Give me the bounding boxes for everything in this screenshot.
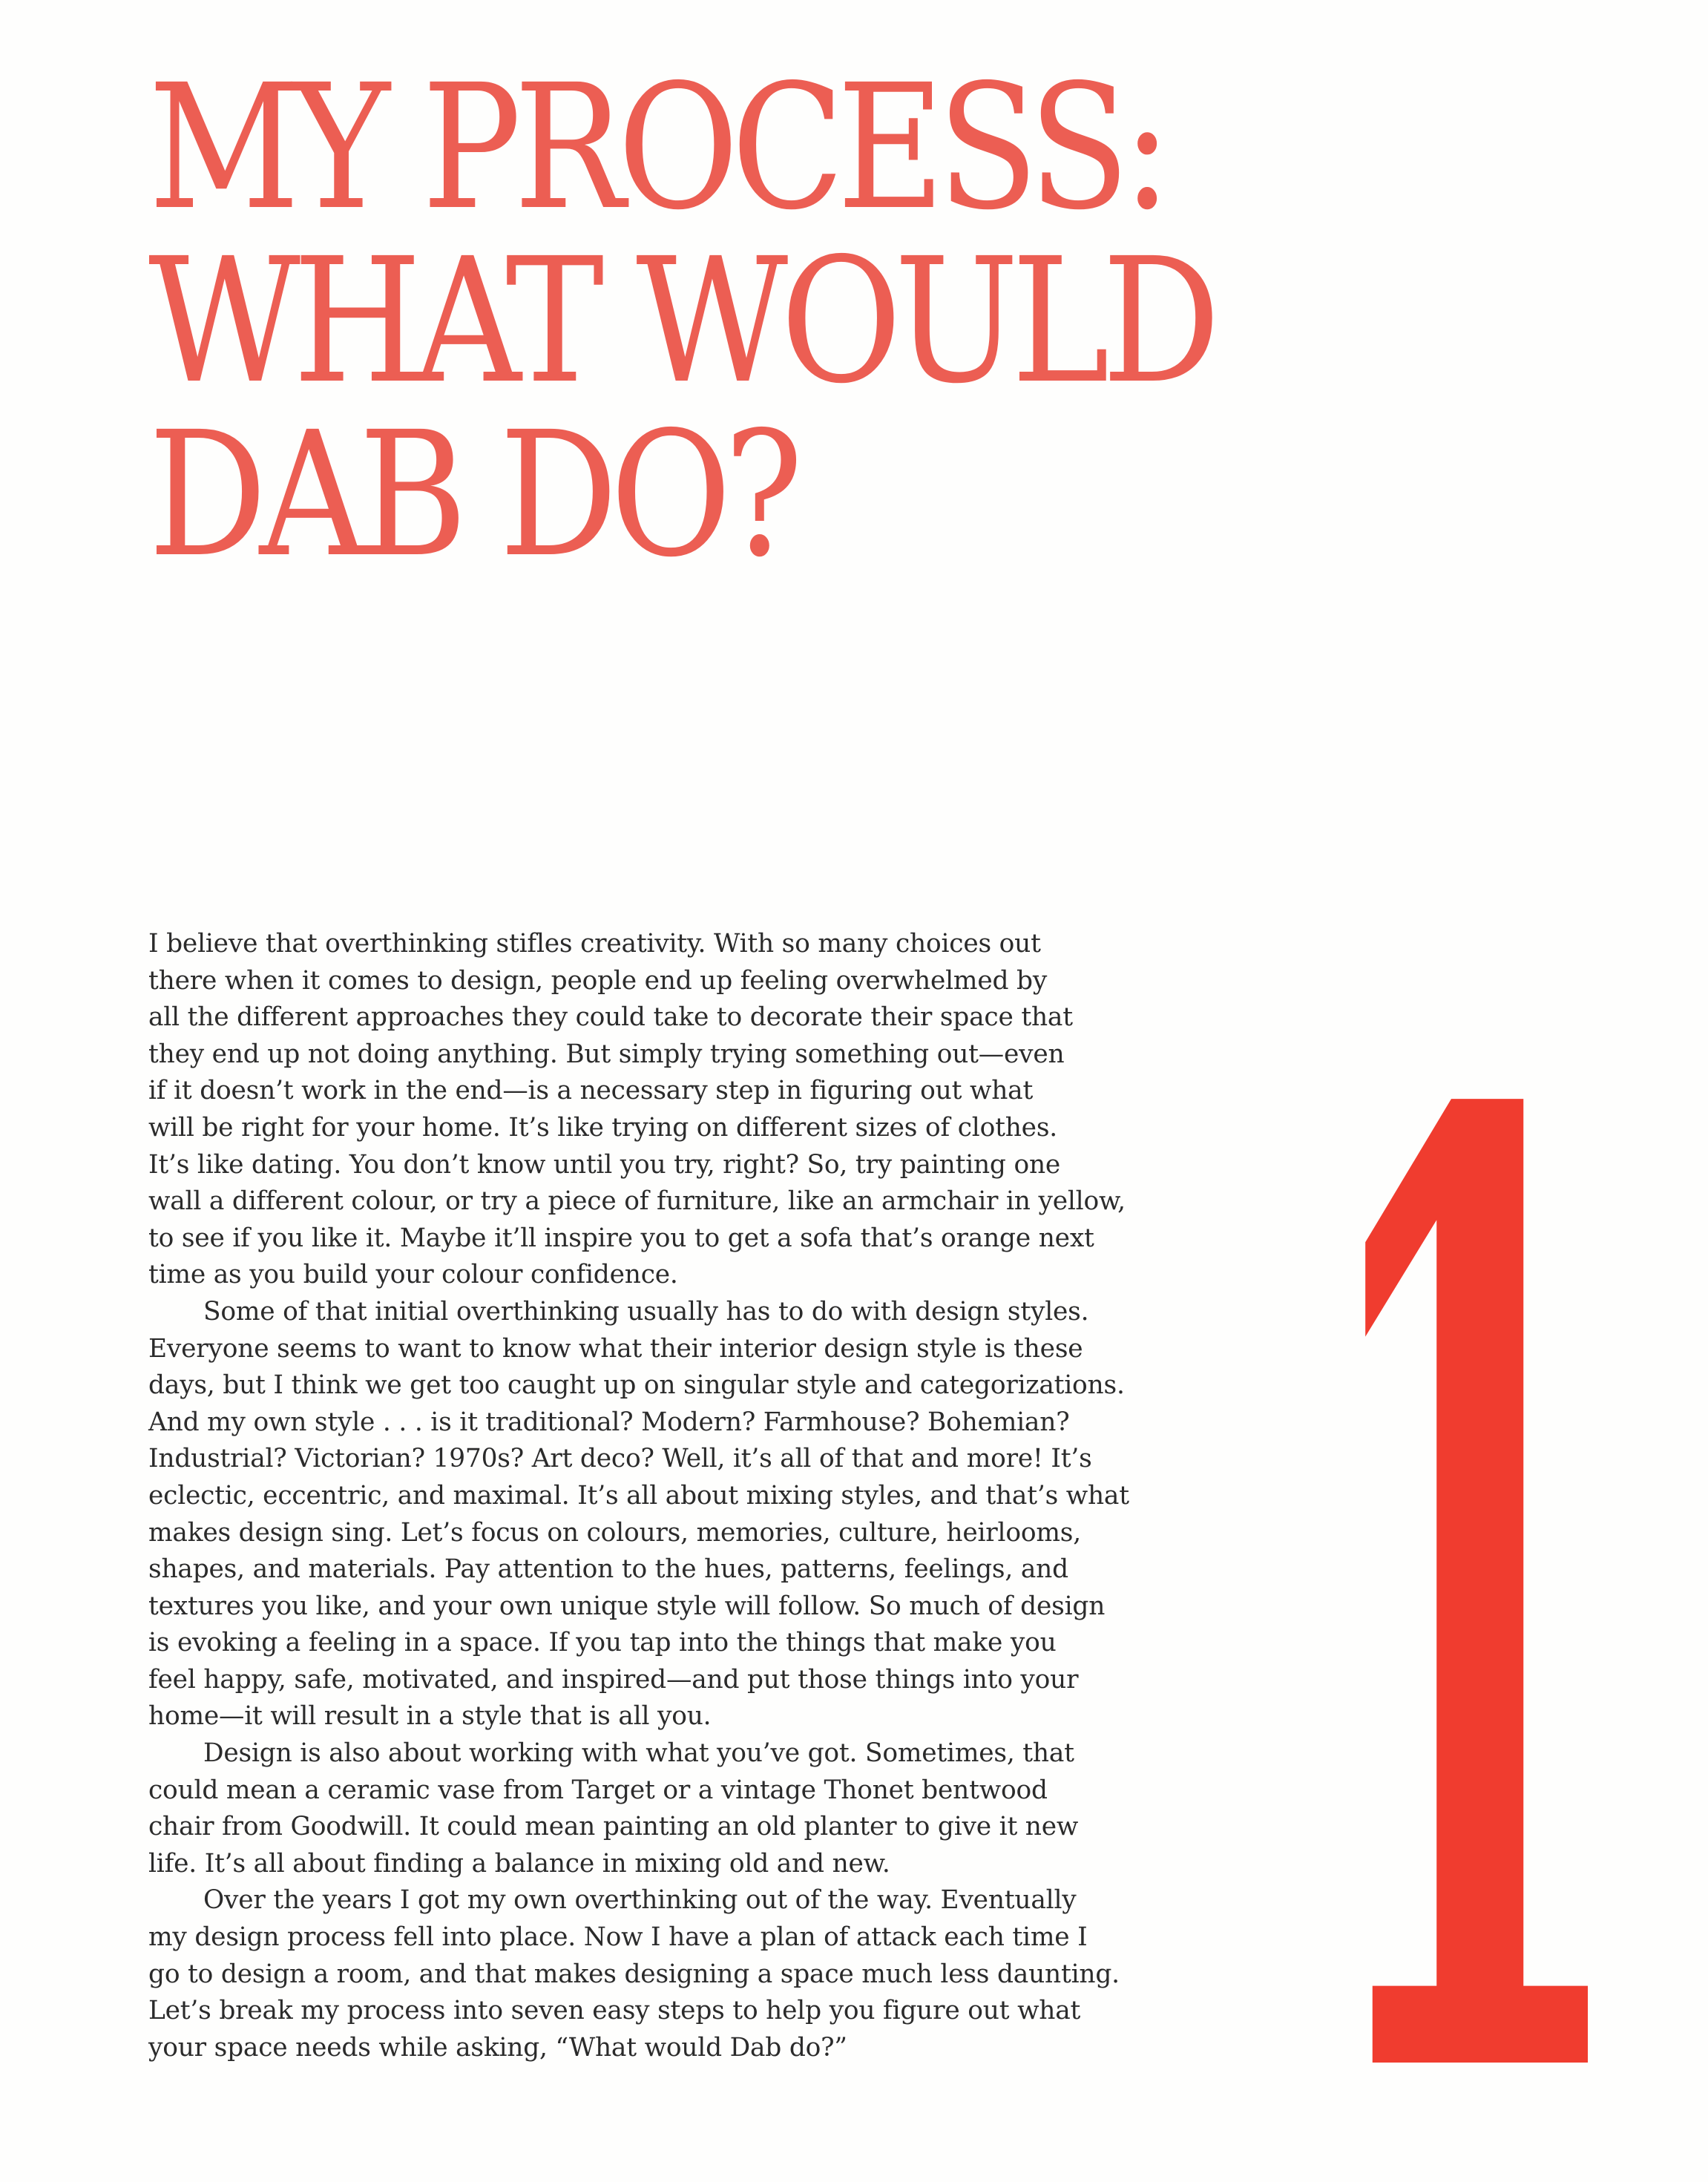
body-line: It’s like dating. You don’t know until you try, right? So, try painting one [148, 1149, 1061, 1180]
paragraph-start-line: Over the years I got my own overthinking out of the way. Eventually [203, 1885, 1077, 1916]
body-line: textures you like, and your own unique style will follow. So much of design [148, 1591, 1106, 1621]
body-line: shapes, and materials. Pay attention to the hues, patterns, feelings, and [148, 1554, 1068, 1585]
body-line: feel happy, safe, motivated, and inspired—and put those things into your [148, 1664, 1079, 1695]
body-line: I believe that overthinking stifles creativity. With so many choices out [148, 929, 1041, 959]
body-line: wall a different colour, or try a piece of furniture, like an armchair in yellow, [148, 1186, 1126, 1217]
chapter-number-glyph: 1 [1308, 844, 1635, 2182]
paragraph-start-line: Some of that initial overthinking usually has to do with design styles. [203, 1296, 1089, 1327]
body-line: chair from Goodwill. It could mean painting an old planter to give it new [148, 1812, 1079, 1842]
body-line: will be right for your home. It’s like trying on different sizes of clothes. [148, 1112, 1058, 1143]
body-line: there when it comes to design, people end up feeling overwhelmed by [148, 965, 1048, 996]
body-line: life. It’s all about finding a balance in mixing old and new. [148, 1848, 890, 1879]
body-line: days, but I think we get too caught up on singular style and categorizations. [148, 1370, 1125, 1401]
body-line: makes design sing. Let’s focus on colours, memories, culture, heirlooms, [148, 1517, 1081, 1548]
body-line: Industrial? Victorian? 1970s? Art deco? Well, it’s all of that and more! It’s [148, 1444, 1092, 1474]
body-line: your space needs while asking, “What would Dab do?” [148, 2032, 847, 2063]
body-line: is evoking a feeling in a space. If you tap into the things that make you [148, 1628, 1057, 1658]
body-line: to see if you like it. Maybe it’ll inspire you to get a sofa that’s orange next [148, 1223, 1094, 1253]
paragraph-start-line: Design is also about working with what you’ve got. Sometimes, that [203, 1738, 1074, 1769]
body-line: go to design a room, and that makes designing a space much less daunting. [148, 1959, 1120, 1989]
body-line: time as you build your colour confidence. [148, 1260, 678, 1290]
body-line: could mean a ceramic vase from Target or a vintage Thonet bentwood [148, 1775, 1048, 1805]
body-line: Everyone seems to want to know what their interior design style is these [148, 1333, 1083, 1364]
body-line: all the different approaches they could take to decorate their space that [148, 1002, 1073, 1033]
body-line: home—it will result in a style that is all you. [148, 1701, 712, 1732]
body-line: eclectic, eccentric, and maximal. It’s all about mixing styles, and that’s what [148, 1480, 1129, 1511]
chapter-title-line-2: WHAT WOULD [148, 221, 1213, 421]
body-line: And my own style . . . is it traditional? Modern? Farmhouse? Bohemian? [148, 1407, 1070, 1437]
chapter-number [1297, 844, 1646, 2182]
chapter-title-line-1: MY PROCESS: [148, 47, 1165, 248]
body-line: my design process fell into place. Now I have a plan of attack each time I [148, 1922, 1088, 1953]
body-line: if it doesn’t work in the end—is a necessary step in figuring out what [148, 1076, 1034, 1106]
body-line: Let’s break my process into seven easy steps to help you figure out what [148, 1996, 1081, 2026]
chapter-title-line-3: DAB DO? [148, 395, 796, 595]
body-text [148, 926, 1129, 2066]
chapter-title [148, 47, 1425, 595]
body-line: they end up not doing anything. But simply trying something out—even [148, 1039, 1065, 1069]
